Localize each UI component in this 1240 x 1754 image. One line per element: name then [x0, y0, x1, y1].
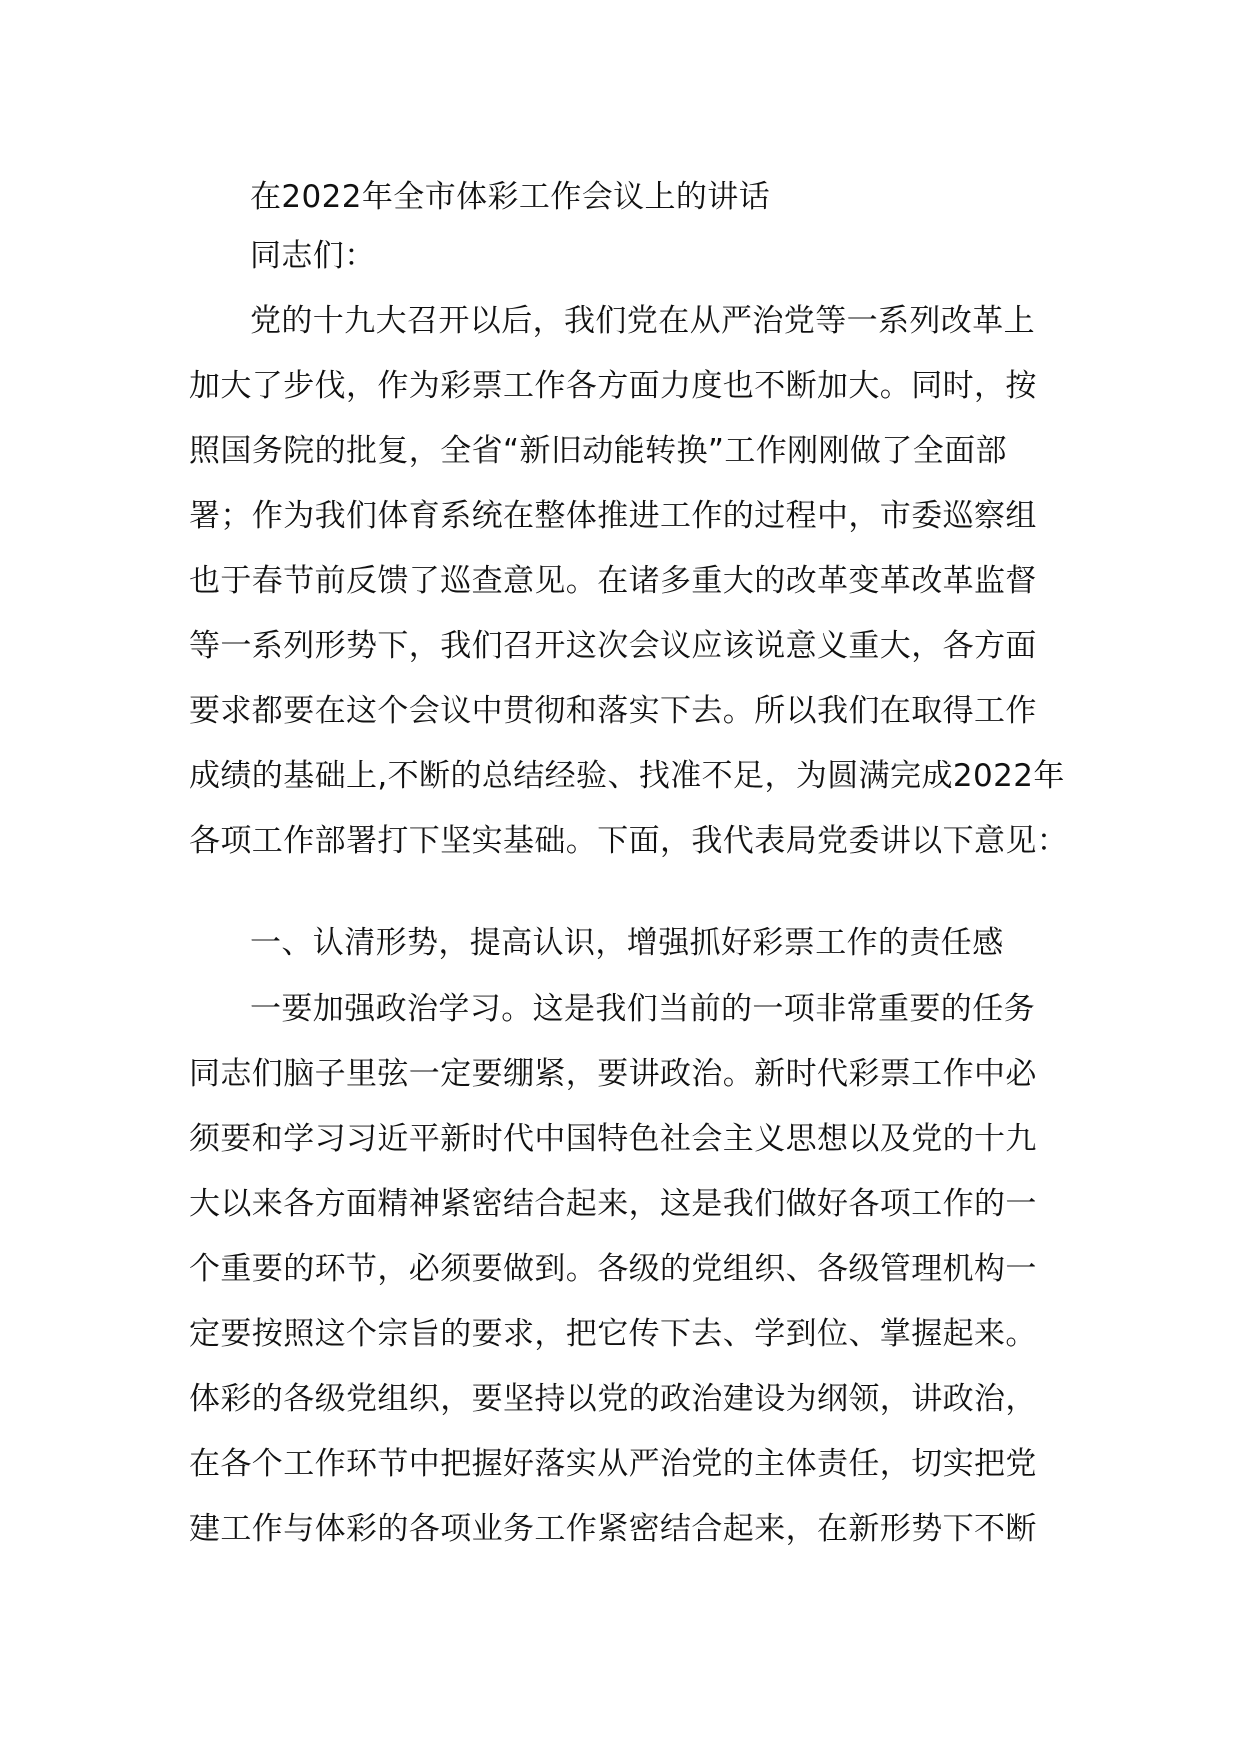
- paragraph-line: 加大了步伐，作为彩票工作各方面力度也不断加大。同时，按: [189, 368, 1037, 404]
- paragraph-line: 照国务院的批复，全省“新旧动能转换”工作刚刚做了全面部: [189, 433, 1007, 469]
- paragraph-line: 等一系列形势下，我们召开这次会议应该说意义重大，各方面: [189, 628, 1037, 664]
- section-heading: 一、认清形势，提高认识，增强抓好彩票工作的责任感: [250, 925, 1004, 961]
- salutation: 同志们：: [250, 238, 376, 274]
- paragraph-line: 署；作为我们体育系统在整体推进工作的过程中，市委巡察组: [189, 498, 1037, 534]
- paragraph-line: 定要按照这个宗旨的要求，把它传下去、学到位、掌握起来。: [189, 1316, 1037, 1352]
- paragraph-line: 一要加强政治学习。这是我们当前的一项非常重要的任务: [250, 991, 1035, 1027]
- paragraph-line: 在各个工作环节中把握好落实从严治党的主体责任，切实把党: [189, 1446, 1037, 1482]
- paragraph-line: 成绩的基础上,不断的总结经验、找准不足，为圆满完成2022年: [189, 758, 1065, 794]
- paragraph-line: 要求都要在这个会议中贯彻和落实下去。所以我们在取得工作: [189, 693, 1037, 729]
- paragraph-line: 也于春节前反馈了巡查意见。在诸多重大的改革变革改革监督: [189, 563, 1037, 599]
- paragraph-line: 各项工作部署打下坚实基础。下面，我代表局党委讲以下意见：: [189, 823, 1069, 859]
- paragraph-line: 同志们脑子里弦一定要绷紧，要讲政治。新时代彩票工作中必: [189, 1056, 1037, 1092]
- paragraph-line: 个重要的环节，必须要做到。各级的党组织、各级管理机构一: [189, 1251, 1037, 1287]
- paragraph-line: 须要和学习习近平新时代中国特色社会主义思想以及党的十九: [189, 1121, 1037, 1157]
- paragraph-line: 建工作与体彩的各项业务工作紧密结合起来，在新形势下不断: [189, 1511, 1037, 1547]
- paragraph-line: 体彩的各级党组织，要坚持以党的政治建设为纲领，讲政治，: [189, 1381, 1037, 1417]
- paragraph-line: 党的十九大召开以后，我们党在从严治党等一系列改革上: [250, 303, 1035, 339]
- document-title: 在2022年全市体彩工作会议上的讲话: [250, 179, 771, 215]
- paragraph-line: 大以来各方面精神紧密结合起来，这是我们做好各项工作的一: [189, 1186, 1037, 1222]
